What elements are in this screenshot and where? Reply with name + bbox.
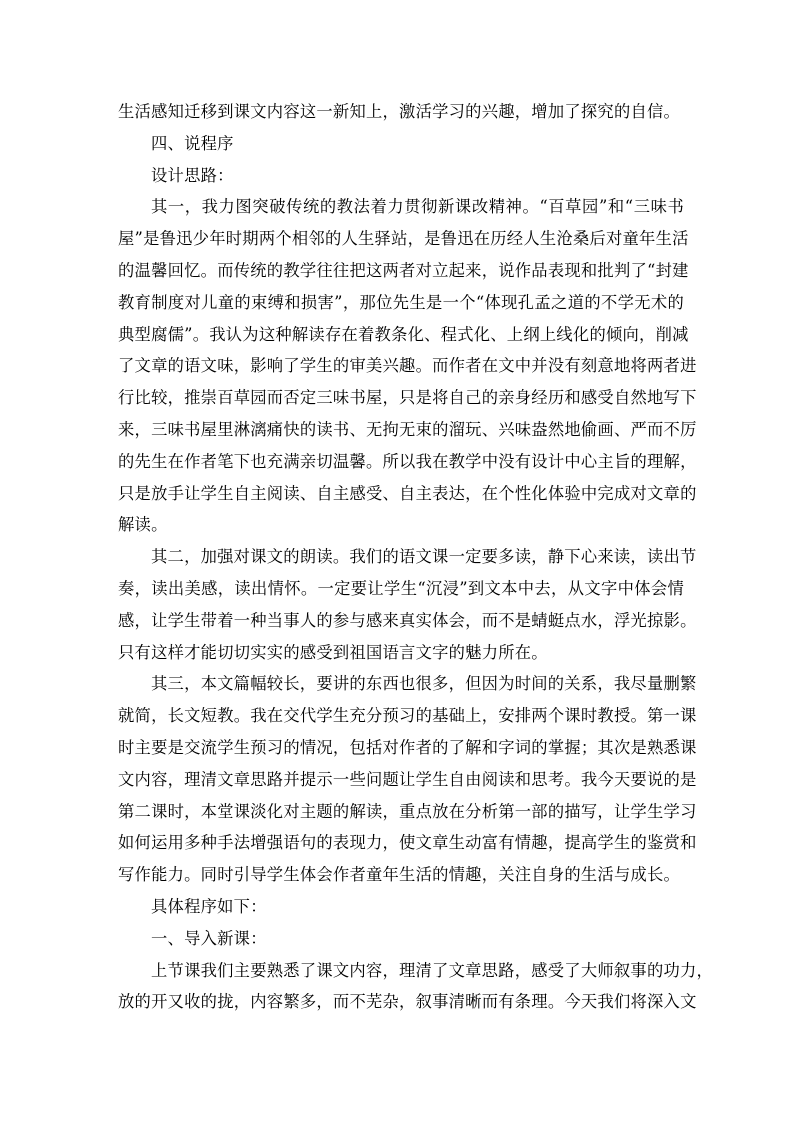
text-line: 如何运用多种手法增强语句的表现力，使文章生动富有情趣，提高学生的鉴赏和 xyxy=(118,833,697,853)
text-line: 一、导入新课： xyxy=(151,928,267,948)
text-line: 教育制度对儿童的束缚和损害”，那位先生是一个“体现孔孟之道的不学无术的 xyxy=(118,292,684,312)
text-line: 上节课我们主要熟悉了课文内容，理清了文章思路，感受了大师叙事的功力， xyxy=(151,960,714,980)
text-line: 文内容，理清文章思路并提示一些问题让学生自由阅读和思考。我今天要说的是 xyxy=(118,769,697,789)
text-line: 其二，加强对课文的朗读。我们的语文课一定要多读，静下心来读，读出节 xyxy=(151,547,697,567)
text-line: 只有这样才能切切实实的感受到祖国语言文字的魅力所在。 xyxy=(118,642,548,662)
text-line: 感，让学生带着一种当事人的参与感来真实体会，而不是蜻蜓点水，浮光掠影。 xyxy=(118,610,697,630)
text-line: 了文章的语文味，影响了学生的审美兴趣。而作者在文中并没有刻意地将两者进 xyxy=(118,356,697,376)
text-line: 的温馨回忆。而传统的教学往往把这两者对立起来，说作品表现和批判了“封建 xyxy=(118,260,689,280)
document-body xyxy=(118,96,714,1018)
text-line: 只是放手让学生自主阅读、自主感受、自主表达，在个性化体验中完成对文章的 xyxy=(118,483,697,503)
text-line: 生活感知迁移到课文内容这一新知上，激活学习的兴趣，增加了探究的自信。 xyxy=(118,102,681,121)
text-line: 其一，我力图突破传统的教法着力贯彻新课改精神。“百草园”和“三味书 xyxy=(151,197,684,217)
text-line: 的先生在作者笔下也充满亲切温馨。所以我在教学中没有设计中心主旨的理解， xyxy=(118,451,697,471)
text-line: 具体程序如下： xyxy=(151,896,267,916)
text-line: 四、说程序 xyxy=(151,133,234,153)
text-line: 第二课时，本堂课淡化对主题的解读，重点放在分析第一部的描写，让学生学习 xyxy=(118,801,697,821)
text-line: 时主要是交流学生预习的情况，包括对作者的了解和字词的掌握；其次是熟悉课 xyxy=(118,737,697,757)
text-line: 屋”是鲁迅少年时期两个相邻的人生驿站，是鲁迅在历经人生沧桑后对童年生活 xyxy=(118,229,689,249)
text-line: 设计思路： xyxy=(151,165,234,185)
text-line: 奏，读出美感，读出情怀。一定要让学生“沉浸”到文本中去，从文字中体会情 xyxy=(118,578,684,598)
text-line: 解读。 xyxy=(118,515,168,535)
text-line: 放的开又收的拢，内容繁多，而不芜杂，叙事清晰而有条理。今天我们将深入文 xyxy=(118,992,697,1012)
text-line: 其三，本文篇幅较长，要讲的东西也很多，但因为时间的关系，我尽量删繁 xyxy=(151,674,697,694)
text-line: 典型腐儒”。我认为这种解读存在着教条化、程式化、上纲上线化的倾向，削减 xyxy=(118,324,689,344)
text-line: 来，三味书屋里淋漓痛快的读书、无拘无束的溜玩、兴味盎然地偷画、严而不厉 xyxy=(118,419,697,439)
text-line: 行比较，推崇百草园而否定三味书屋，只是将自己的亲身经历和感受自然地写下 xyxy=(118,388,697,408)
text-line: 写作能力。同时引导学生体会作者童年生活的情趣，关注自身的生活与成长。 xyxy=(118,865,681,885)
text-line: 就简，长文短教。我在交代学生充分预习的基础上，安排两个课时教授。第一课 xyxy=(118,706,697,726)
